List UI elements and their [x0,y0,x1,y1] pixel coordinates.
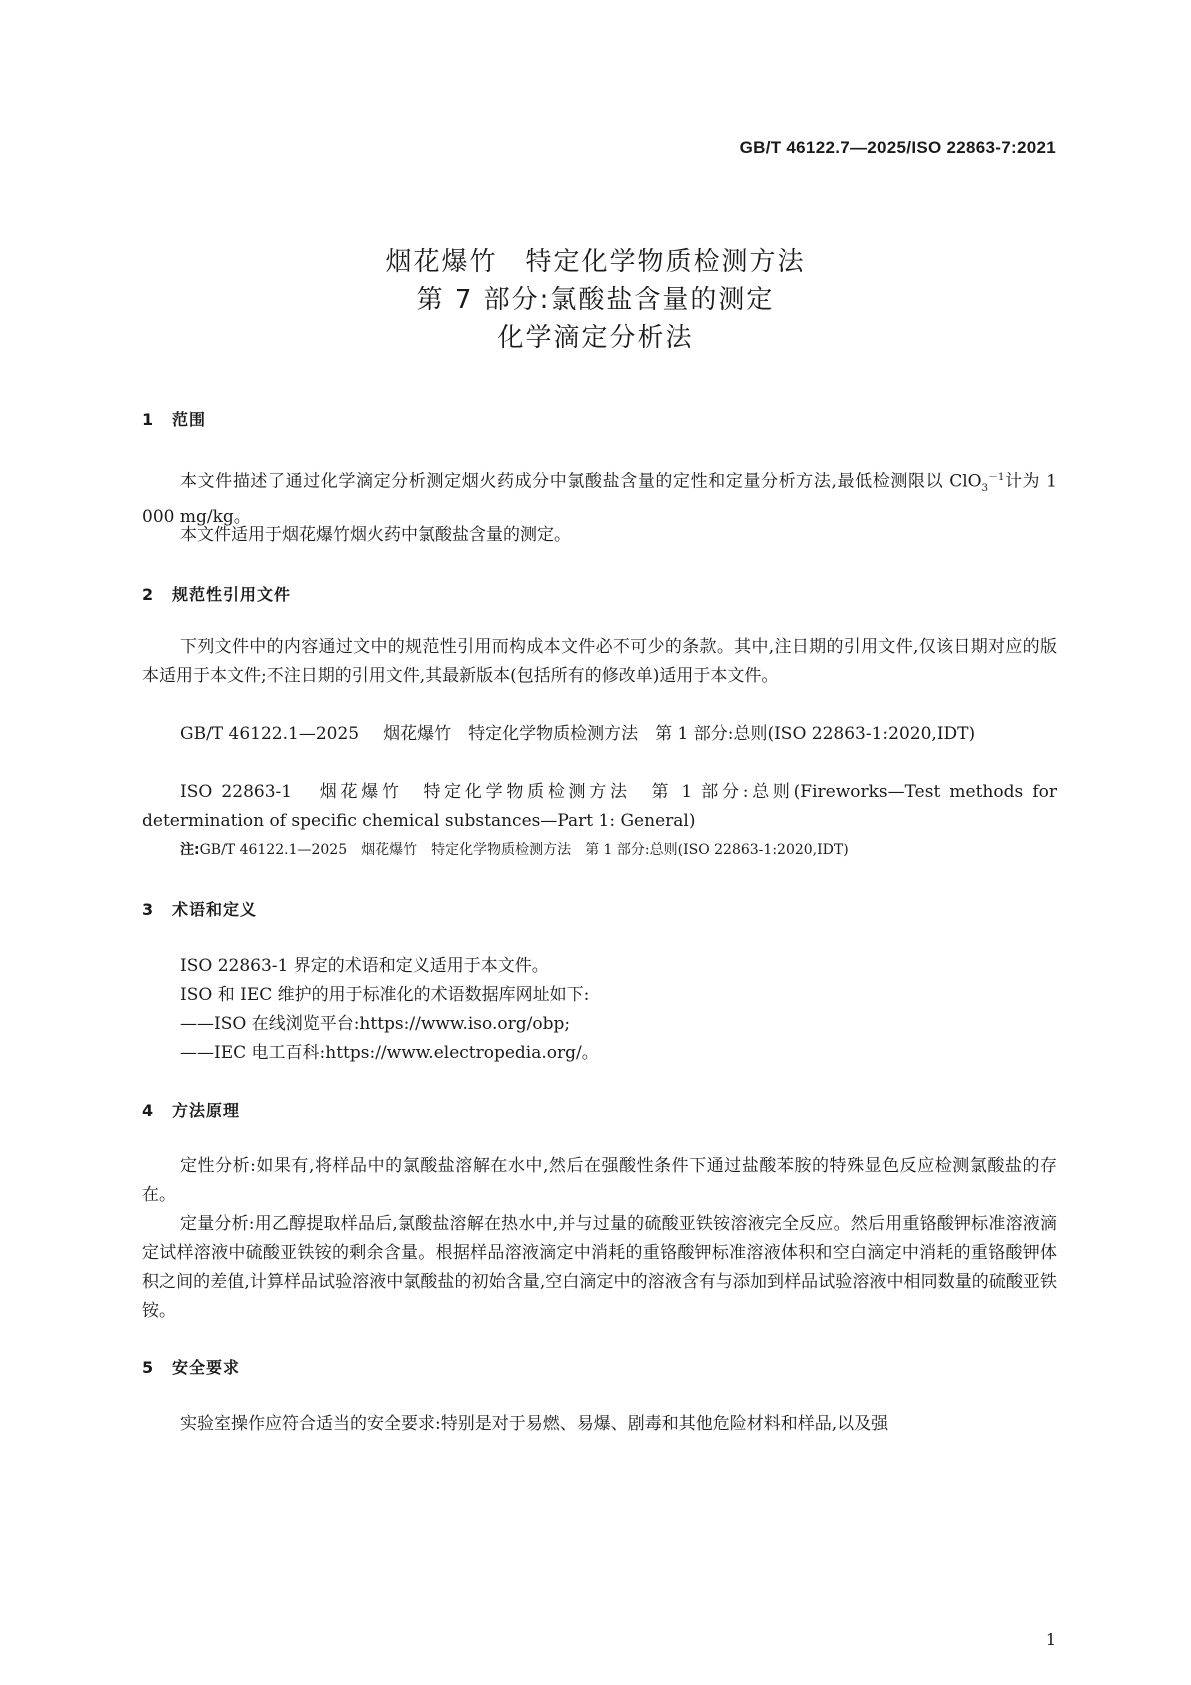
title-line-1: 烟花爆竹 特定化学物质检测方法 [385,247,806,277]
section-3-paragraph-2: ISO 和 IEC 维护的用于标准化的术语数据库网址如下: [180,985,590,1005]
section-3-heading [142,897,257,920]
section-4-paragraph-2: 定量分析:用乙醇提取样品后,氯酸盐溶解在热水中,并与过量的硫酸亚铁铵溶液完全反应。然后用重铬酸钾标准溶液滴定试样溶液中硫酸亚铁铵的剩余含量。根据样品溶液滴定中消耗的重铬酸钾标准溶液体积和空白滴定中消耗的重铬酸钾体积之间的差值,计算样品试验溶液中氯酸盐的初始含量,空白滴定中的溶液含有与添加到样品试验溶液中相同数量的硫酸亚铁铵。 [142,1214,1057,1321]
section-5-heading [142,1355,240,1378]
section-2-paragraph-1: 下列文件中的内容通过文中的规范性引用而构成本文件必不可少的条款。其中,注日期的引用文件,仅该日期对应的版本适用于本文件;不注日期的引用文件,其最新版本(包括所有的修改单)适用于本文件。 [142,637,1057,686]
note-text: GB/T 46122.1—2025 烟花爆竹 特定化学物质检测方法 第 1 部分:总则(ISO 22863-1:2020,IDT) [199,842,849,858]
section-title: 规范性引用文件 [172,585,292,604]
page-number: 1 [1045,1630,1056,1649]
reference-title: 烟花爆竹 特定化学物质检测方法 第 1 部分:总则(ISO 22863-1:2020,IDT) [383,724,976,744]
section-title: 方法原理 [172,1101,241,1120]
section-number: 5 [142,1358,155,1377]
section-1-paragraph-2: 本文件适用于烟花爆竹烟火药中氯酸盐含量的测定。 [180,525,571,545]
reference-id: GB/T 46122.1—2025 [180,724,360,744]
section-1-heading [142,407,206,430]
section-number: 2 [142,585,155,604]
section-number: 3 [142,900,155,919]
reference-id: ISO 22863-1 [180,782,293,802]
section-2-heading [142,582,291,605]
superscript: －1 [987,472,1005,483]
section-3-link-iso-obp: ——ISO 在线浏览平台:https://www.iso.org/obp; [180,1014,571,1034]
section-title: 术语和定义 [172,900,258,919]
section-number: 4 [142,1101,155,1120]
note-label: 注: [180,842,200,858]
section-5-paragraph-1: 实验室操作应符合适当的安全要求:特别是对于易燃、易爆、剧毒和其他危险材料和样品,以及强 [180,1414,889,1434]
title-line-2: 第 7 部分:氯酸盐含量的测定 [416,285,775,315]
reference-iso-22863-1 [142,778,1057,836]
section-4-paragraph-1: 定性分析:如果有,将样品中的氯酸盐溶解在水中,然后在强酸性条件下通过盐酸苯胺的特殊显色反应检测氯酸盐的存在。 [142,1156,1057,1205]
section-3-paragraph-1: ISO 22863-1 界定的术语和定义适用于本文件。 [180,956,549,976]
section-4-heading [142,1098,240,1121]
reference-title: 烟花爆竹 特定化学物质检测方法 第 1 部分:总则(Fireworks—Test methods for determination of specific chemical substances—Part 1: General) [142,782,1057,831]
section-number: 1 [142,410,155,429]
text-run: 本文件描述了通过化学滴定分析测定烟火药成分中氯酸盐含量的定性和定量分析方法,最低检测限以 ClO [180,471,982,492]
section-title: 范围 [172,410,207,429]
reference-note [142,839,1057,861]
reference-gbt-46122-1 [142,720,1057,749]
standard-number: GB/T 46122.7—2025/ISO 22863-7:2021 [739,138,1056,157]
section-3-link-electropedia: ——IEC 电工百科:https://www.electropedia.org/。 [180,1043,599,1063]
document-title [0,243,1191,357]
section-title: 安全要求 [172,1358,241,1377]
title-line-3: 化学滴定分析法 [497,323,694,353]
subscript: 3 [981,483,988,495]
text-run: 计为 1 000 mg/kg。 [142,471,1057,528]
